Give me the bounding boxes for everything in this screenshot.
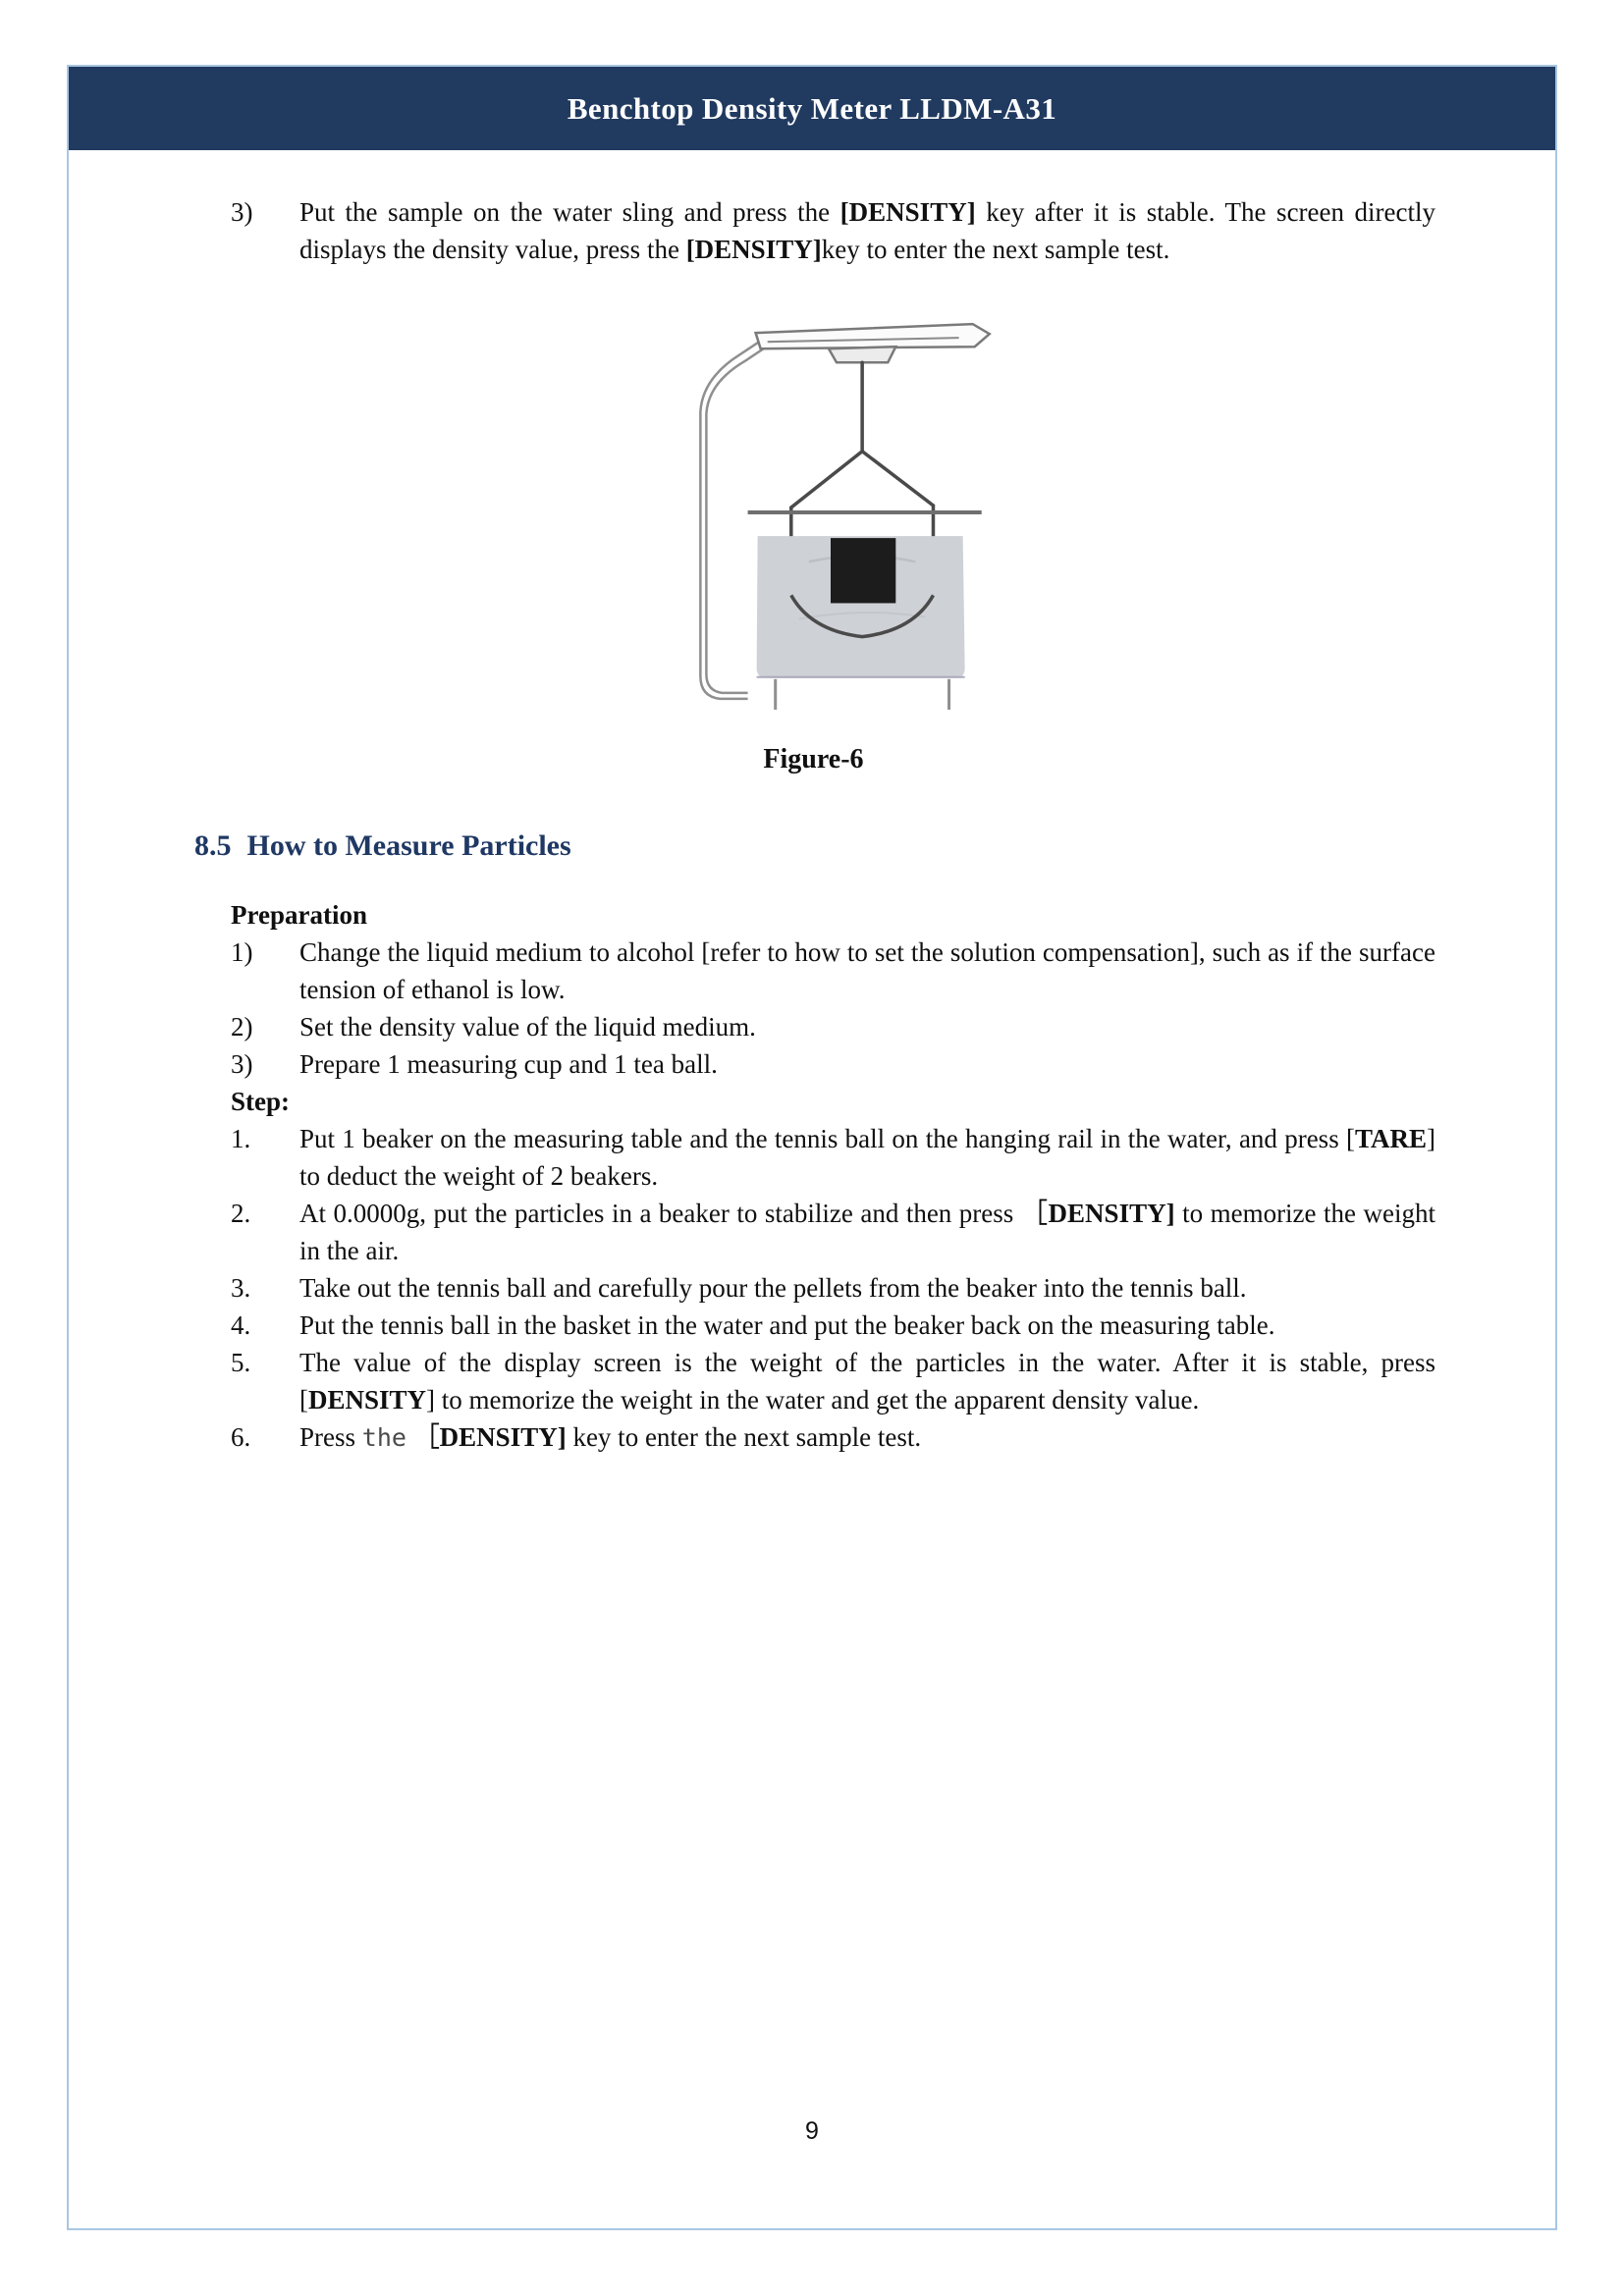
hanging-rail — [755, 324, 989, 362]
text-segment: ] to deduct the weight of 2 beakers. — [299, 1124, 1435, 1191]
text-segment: to memorize the weight in the air. — [299, 1199, 1435, 1265]
preparation-list — [231, 934, 1435, 1083]
intro-item-3 — [231, 193, 1435, 268]
list-item — [231, 1344, 1435, 1418]
item-marker: 1) — [231, 937, 253, 967]
item-text — [299, 193, 1435, 268]
item-text — [299, 1008, 1435, 1045]
item-text — [299, 1344, 1435, 1418]
text-segment: Put the tennis ball in the basket in the water and put the beaker back on the measuring table. — [299, 1310, 1275, 1340]
item-marker: 3. — [231, 1273, 251, 1303]
text-segment: Change the liquid medium to alcohol [refer to how to set the solution compensation], such as if the surface tension of ethanol is low. — [299, 937, 1435, 1004]
list-item — [231, 934, 1435, 1008]
list-item — [231, 1195, 1435, 1269]
item-marker: 4. — [231, 1310, 251, 1340]
text-segment: [DENSITY] — [685, 235, 822, 264]
list-item — [231, 1269, 1435, 1307]
text-segment: key to enter the next sample test. — [566, 1422, 922, 1452]
text-segment: Take out the tennis ball and carefully pour the pellets from the beaker into the tennis ball. — [299, 1273, 1247, 1303]
section-title: How to Measure Particles — [246, 829, 571, 862]
section-heading — [194, 828, 1435, 865]
item-marker: 2. — [231, 1199, 251, 1228]
text-segment: DENSITY — [308, 1385, 427, 1415]
item-marker: 6. — [231, 1422, 251, 1452]
step-list — [231, 1120, 1435, 1457]
text-segment: Prepare 1 measuring cup and 1 tea ball. — [299, 1049, 718, 1079]
item-text — [299, 1120, 1435, 1195]
text-segment: Put the sample on the water sling and press the — [299, 197, 840, 227]
item-marker: 3) — [231, 197, 253, 227]
item-text — [299, 934, 1435, 1008]
figure-6-illustration — [661, 303, 1006, 718]
sample-cube — [830, 538, 894, 603]
item-marker: 5. — [231, 1348, 251, 1377]
item-marker: 2) — [231, 1012, 253, 1041]
text-segment: TARE — [1354, 1124, 1427, 1153]
table-legs — [775, 679, 948, 710]
text-segment: key to enter the next sample test. — [821, 235, 1170, 264]
item-text — [299, 1269, 1435, 1307]
preparation-label: Preparation — [231, 900, 367, 930]
item-text — [299, 1045, 1435, 1083]
text-segment: the — [361, 1423, 406, 1452]
list-item — [231, 1307, 1435, 1344]
text-segment — [406, 1422, 413, 1452]
text-segment: The value of the display screen is the weight of the particles in the water. After it is stable, press [ — [299, 1348, 1435, 1415]
item-marker: 1. — [231, 1124, 251, 1153]
step-label: Step: — [231, 1087, 290, 1116]
item-text — [299, 1307, 1435, 1344]
list-item — [231, 1120, 1435, 1195]
density-apparatus-drawing — [661, 303, 1006, 718]
list-item — [231, 1008, 1435, 1045]
document-title: Benchtop Density Meter LLDM-A31 — [567, 90, 1057, 126]
text-segment: Put 1 beaker on the measuring table and the tennis ball on the hanging rail in the water, and press [ — [299, 1124, 1355, 1153]
item-text — [299, 1418, 1435, 1457]
text-segment: Set the density value of the liquid medium. — [299, 1012, 756, 1041]
list-item — [231, 1045, 1435, 1083]
item-marker: 3) — [231, 1049, 253, 1079]
section-number: 8.5 — [194, 829, 232, 862]
preparation-block — [231, 896, 1435, 1457]
document-header — [69, 67, 1555, 150]
text-segment: ] to memorize the weight in the water and get the apparent density value. — [426, 1385, 1200, 1415]
text-segment: key after it is stable. The screen directly displays the density value, press the — [299, 197, 1435, 264]
list-item — [231, 1418, 1435, 1457]
figure-caption: Figure-6 — [763, 744, 864, 774]
text-segment: At 0.0000g, put the particles in a beaker to stabilize and then press — [299, 1199, 1021, 1228]
text-segment: ［DENSITY] — [412, 1422, 567, 1452]
page-content — [69, 150, 1555, 1457]
text-segment: [DENSITY] — [839, 197, 976, 227]
item-text — [299, 1195, 1435, 1269]
page-number: 9 — [805, 2117, 819, 2145]
text-segment: ［DENSITY] — [1020, 1199, 1175, 1228]
text-segment: Press — [299, 1422, 362, 1452]
page-frame — [67, 65, 1557, 2230]
